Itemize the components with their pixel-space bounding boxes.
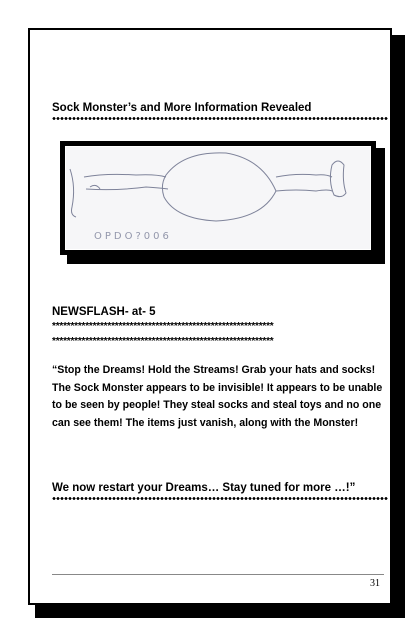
newsflash-quote: “Stop the Dreams! Hold the Streams! Grab your hats and socks! The Sock Monster appears to be invisible! It appears to be unable to be seen by people! They steal socks and steal toys and no one can see them! The items just vanish, along with the Monster!: [52, 364, 383, 429]
article-headline: Sock Monster’s and More Information Revealed: [52, 102, 312, 114]
image-frame: [60, 141, 376, 255]
dotted-divider: [52, 496, 388, 501]
footer-rule: [52, 574, 384, 575]
drawing-caption-scribble: OPDO?006: [94, 231, 172, 242]
closing-line: We now restart your Dreams… Stay tuned for more …!”: [52, 482, 356, 494]
dotted-divider: [52, 116, 388, 121]
page-number: 31: [370, 578, 380, 589]
stars-line: ************************************************************: [52, 321, 274, 332]
stars-line: ************************************************************: [52, 336, 274, 347]
page: [28, 28, 392, 605]
sock-monster-drawing-icon: [66, 147, 370, 249]
sock-monster-drawing: [65, 146, 371, 250]
newsflash-title: NEWSFLASH- at- 5: [52, 306, 156, 318]
